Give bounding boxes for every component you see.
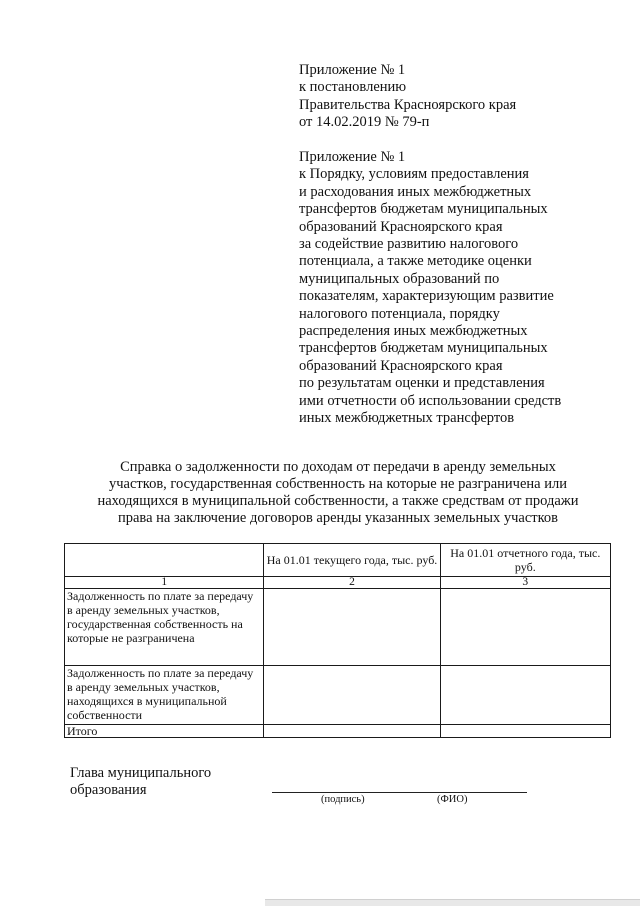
row-value-current — [264, 589, 440, 666]
table-row-total — [65, 725, 611, 738]
header-cell-reporting-year: На 01.01 отчетного года, тыс. руб. — [440, 544, 610, 577]
column-number-3: 3 — [440, 577, 610, 589]
row-value-reporting — [440, 725, 610, 738]
header-cell-current-year: На 01.01 текущего года, тыс. руб. — [264, 544, 440, 577]
signature-caption: (подпись) — [321, 794, 365, 805]
debt-report-table — [64, 543, 611, 738]
table-header-row — [65, 544, 611, 577]
row-value-reporting — [440, 589, 610, 666]
signature-line — [272, 792, 387, 793]
row-label: Задолженность по плате за передачу в аренду земельных участков, находящихся в муниципальной собственности — [65, 666, 264, 725]
row-value-reporting — [440, 666, 610, 725]
row-value-current — [264, 725, 440, 738]
header-cell-label — [65, 544, 264, 577]
table-row — [65, 589, 611, 666]
appendix-header: Приложение № 1 к постановлению Правительства Красноярского края от 14.02.2019 № 79-п — [299, 62, 517, 131]
row-value-current — [264, 666, 440, 725]
appendix-order-reference: Приложение № 1 к Порядку, условиям предоставления и расходования иных межбюджетных трансфертов бюджетам муниципальных образований Красноярского края за содействие развитию налогового потенциала, а также методике оценки муниципальных образований по показателям, характеризующим развитие налогового потенциала, порядку распределения иных межбюджетных трансфертов бюджетам муниципальных образований Красноярского края по результатам оценки и представления ими отчетности об использовании средств иных межбюджетных трансфертов — [299, 149, 562, 427]
row-label: Задолженность по плате за передачу в аренду земельных участков, государственная собственность на которые не разграничена — [65, 589, 264, 666]
signature-role-label: Глава муниципального образования — [70, 765, 212, 798]
name-caption: (ФИО) — [437, 794, 468, 805]
column-number-2: 2 — [264, 577, 440, 589]
column-number-1: 1 — [65, 577, 264, 589]
table-row — [65, 666, 611, 725]
report-title: Справка о задолженности по доходам от передачи в аренду земельных участков, государственная собственность на которые не разграничена или находящихся в муниципальной собственности, а также средствам от продажи права на заключение договоров аренды указанных земельных участков — [97, 459, 579, 526]
row-label-total: Итого — [65, 725, 264, 738]
name-line — [387, 792, 527, 793]
column-number-row — [65, 577, 611, 589]
